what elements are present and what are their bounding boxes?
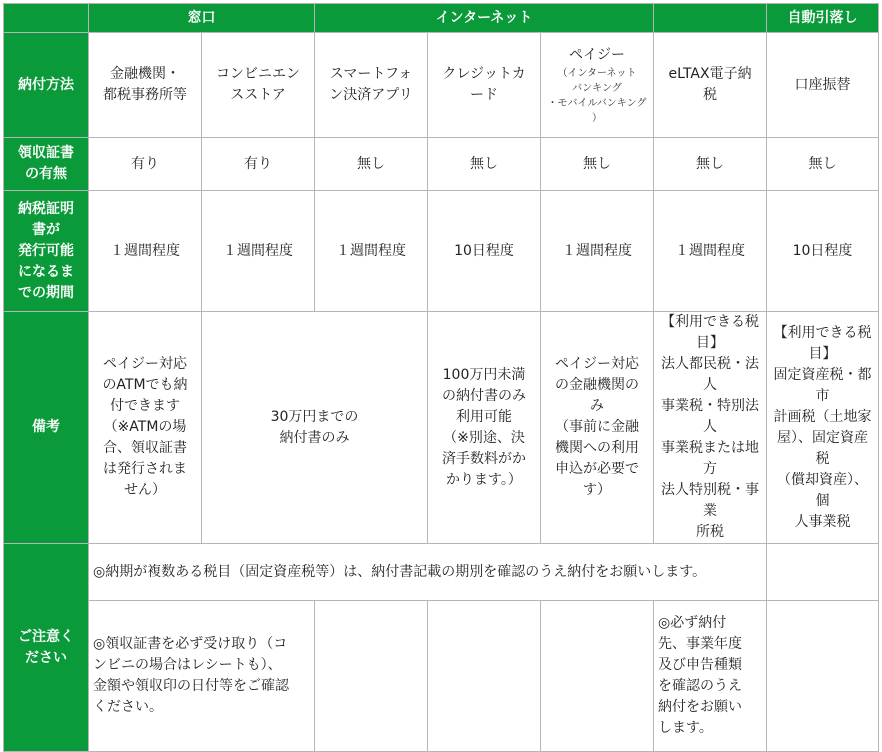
remarks-eltax-line2: 目】 [696, 335, 725, 351]
cert-label [4, 191, 89, 312]
remarks-eltax-line4: 事業税・特別法人 [661, 398, 760, 435]
receipt-label-line1: 領収証書 [18, 145, 74, 161]
caution-eltax-line5: 納付をお願い [658, 699, 743, 715]
receipt-bank: 有り [89, 138, 202, 191]
cert-payeasy: １週間程度 [541, 191, 654, 312]
cert-app: １週間程度 [315, 191, 428, 312]
remarks-payeasy-line2: の金融機関の [555, 377, 639, 393]
remarks-payeasy-line3: み [590, 398, 604, 414]
caution-receipt-line2: ンビニの場合はレシートも）、 [93, 657, 282, 673]
header-internet: インターネット [315, 4, 654, 33]
cert-label-line2: 書が [32, 221, 60, 238]
remarks-credit-line6: かります。） [446, 471, 522, 488]
method-conv-line1: コンビニエン [216, 66, 300, 82]
caution-row-1 [4, 544, 879, 601]
caution-eltax-line6: します。 [658, 720, 713, 736]
method-koza: 口座振替 [767, 33, 879, 138]
caution-eltax-line2: 先、事業年度 [658, 636, 743, 652]
remarks-eltax-line1: 【利用できる税 [661, 314, 760, 330]
header-blank [654, 4, 767, 33]
receipt-credit: 無し [428, 138, 541, 191]
remarks-conv-line2: 納付書のみ [279, 429, 350, 446]
remarks-payeasy-line5: 機関への利用 [555, 440, 639, 456]
remarks-eltax-line7: 所税 [696, 524, 725, 540]
remarks-koza-line5: 屋）、固定資産税 [777, 429, 869, 467]
method-payeasy-line3: バンキング [572, 82, 622, 94]
remarks-credit-line4: （※別途、決 [443, 429, 525, 446]
cert-conv: １週間程度 [202, 191, 315, 312]
remarks-koza-line6: （償却資産）、個 [777, 471, 869, 509]
remarks-eltax-line3: 法人都民税・法人 [661, 356, 760, 393]
header-row [4, 4, 879, 33]
cert-credit: 10日程度 [428, 191, 541, 312]
header-madoguchi: 窓口 [89, 4, 315, 33]
method-payeasy-line1: ペイジー [569, 46, 625, 63]
remarks-payeasy-line1: ペイジー対応 [555, 356, 639, 372]
method-eltax-line1: eLTAX電子納 [668, 66, 752, 82]
remarks-payeasy [541, 312, 654, 544]
remarks-bank-line3: 付できます [110, 398, 180, 414]
remarks-conv-app [202, 312, 428, 544]
caution-receipt-line1: ◎領収証書を必ず受け取り（コ [93, 636, 288, 652]
cert-label-line5: での期間 [18, 284, 74, 301]
remarks-koza-line2: 目】 [808, 345, 837, 362]
caution-receipt-line4: ください。 [93, 699, 163, 715]
caution-eltax-line4: を確認のうえ [658, 678, 743, 694]
caution-row-2 [4, 601, 879, 752]
remarks-koza-line1: 【利用できる税 [773, 324, 872, 341]
method-app-line2: ン決済アプリ [329, 87, 413, 103]
method-bank-line2: 都税事務所等 [103, 87, 187, 103]
remarks-label: 備考 [4, 312, 89, 544]
caution-koza [767, 601, 879, 752]
remarks-koza-line4: 計画税（土地家 [773, 408, 872, 425]
remarks-credit [428, 312, 541, 544]
method-credit-line1: クレジットカ [442, 66, 526, 82]
method-eltax [654, 33, 767, 138]
method-smartphone-app [315, 33, 428, 138]
caution-label-line2: ださい [25, 649, 67, 666]
caution-label-line1: ご注意く [18, 628, 74, 645]
remarks-bank-line1: ペイジー対応 [103, 356, 187, 372]
remarks-payeasy-line4: （事前に金融 [555, 419, 639, 435]
receipt-label-line2: の有無 [25, 166, 67, 182]
caution-payeasy [541, 601, 654, 752]
method-credit-line2: ード [470, 87, 498, 103]
receipt-eltax: 無し [654, 138, 767, 191]
remarks-credit-line2: の納付書のみ [442, 387, 526, 404]
remarks-eltax [654, 312, 767, 544]
receipt-app: 無し [315, 138, 428, 191]
remarks-eltax-line6: 法人特別税・事業 [661, 482, 760, 519]
method-row [4, 33, 879, 138]
remarks-bank-line2: のATMでも納 [102, 377, 188, 393]
receipt-payeasy: 無し [541, 138, 654, 191]
remarks-credit-line1: 100万円未満 [442, 366, 526, 383]
caution-app [315, 601, 428, 752]
remarks-conv-line1: 30万円までの [270, 408, 359, 425]
method-payeasy-line4: ・モバイルバンキング [547, 97, 647, 109]
remarks-koza-line7: 人事業税 [794, 513, 851, 530]
receipt-row [4, 138, 879, 191]
cert-bank: １週間程度 [89, 191, 202, 312]
cert-eltax: １週間程度 [654, 191, 767, 312]
method-payeasy [541, 33, 654, 138]
remarks-row [4, 312, 879, 544]
receipt-koza: 無し [767, 138, 879, 191]
receipt-label [4, 138, 89, 191]
caution-eltax-line3: 及び申告種類 [658, 657, 743, 673]
cert-label-line1: 納税証明 [18, 200, 74, 217]
remarks-bank-line4: （※ATMの場 [103, 419, 187, 435]
caution-general-koza [767, 544, 879, 601]
method-bank-line1: 金融機関・ [110, 66, 180, 82]
cert-label-line4: になるま [18, 263, 74, 280]
remarks-credit-line3: 利用可能 [456, 408, 512, 425]
remarks-eltax-line5: 事業税または地方 [661, 440, 760, 477]
remarks-credit-line5: 済手数料がか [442, 450, 526, 467]
caution-general: ◎納期が複数ある税目（固定資産税等）は、納付書記載の期別を確認のうえ納付をお願いします。 [89, 544, 767, 601]
method-payeasy-line5: ） [592, 112, 602, 124]
method-convenience [202, 33, 315, 138]
method-eltax-line2: 税 [703, 87, 718, 103]
remarks-bank-line5: 合、領収証書 [103, 440, 187, 456]
remarks-payeasy-line6: 申込が必要で [555, 461, 639, 477]
remarks-bank [89, 312, 202, 544]
remarks-koza-line3: 固定資産税・都市 [773, 366, 872, 404]
cert-label-line3: 発行可能 [18, 242, 74, 259]
method-bank [89, 33, 202, 138]
method-label: 納付方法 [4, 33, 89, 138]
header-jidou: 自動引落し [767, 4, 879, 33]
corner-cell [4, 4, 89, 33]
remarks-bank-line6: は発行されま [103, 461, 187, 477]
remarks-payeasy-line7: す） [583, 482, 611, 498]
method-app-line1: スマートフォ [329, 66, 413, 82]
caution-eltax-line1: ◎必ず納付 [658, 615, 727, 631]
caution-receipt [89, 601, 315, 752]
caution-eltax [654, 601, 767, 752]
remarks-bank-line7: せん） [124, 482, 166, 498]
remarks-koza [767, 312, 879, 544]
receipt-conv: 有り [202, 138, 315, 191]
cert-koza: 10日程度 [767, 191, 879, 312]
method-conv-line2: スストア [230, 87, 286, 103]
caution-receipt-line3: 金額や領収印の日付等をご確認 [93, 678, 289, 694]
caution-credit [428, 601, 541, 752]
caution-label [4, 544, 89, 752]
method-credit-card [428, 33, 541, 138]
payment-methods-table [3, 3, 879, 752]
cert-period-row [4, 191, 879, 312]
method-payeasy-line2: （インターネット [557, 67, 637, 79]
